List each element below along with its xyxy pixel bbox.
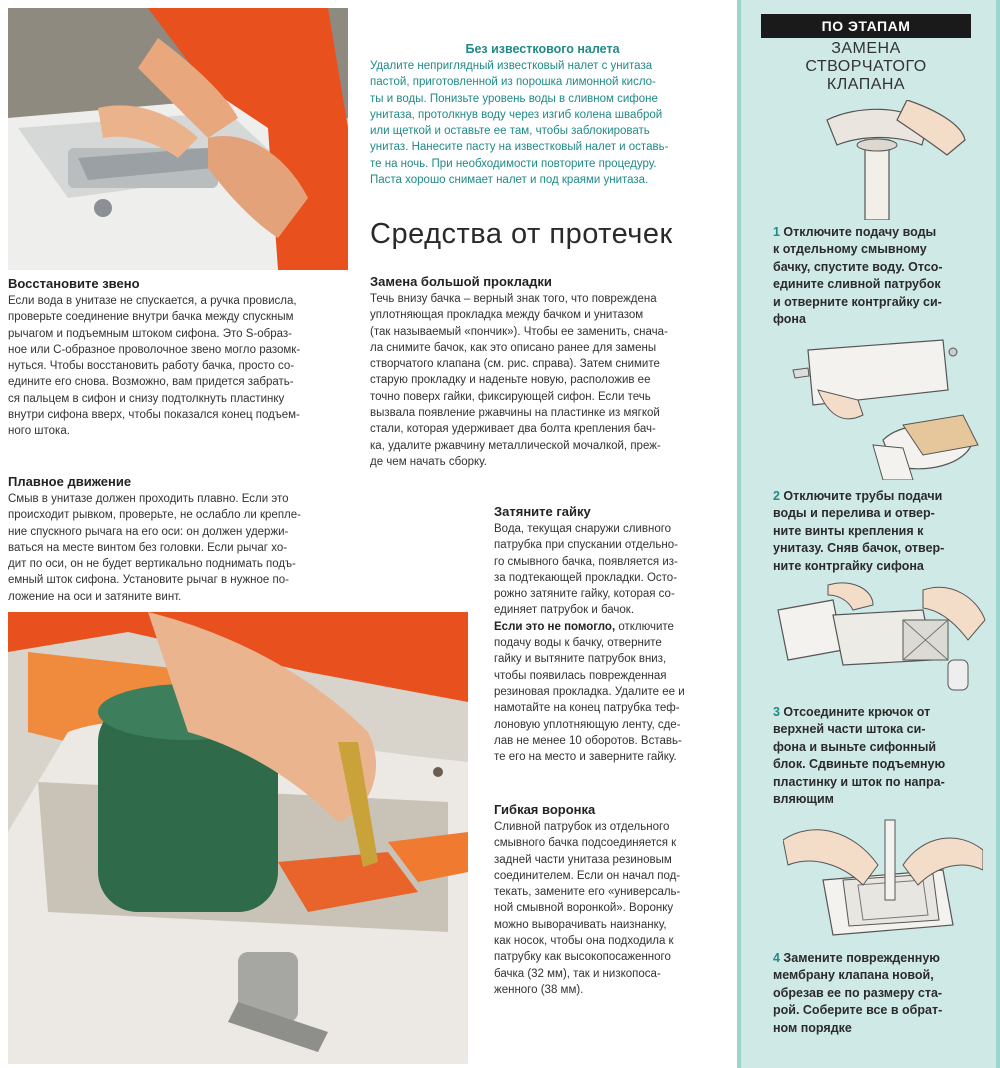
sidebar-tag: ПО ЭТАПАМ	[761, 14, 971, 38]
paragraph-restore-link: Если вода в унитазе не спускается, а ручка провисла, проверьте соединение внутри бачка между спускным рычагом и подъемным штоком сифона. Это S-образ- ное или С-образное проволочное звено могло разомк- нуться. Чтобы восстановить работу бачка, просто со- едините его снова. Возможно, вам придется забрать- ся пальцем в сифон и снизу подтолкнуть пластинку внутри сифона вверх, чтобы показался конец подъем- ного штока.	[8, 295, 301, 438]
heading-tighten-nut: Затяните гайку	[494, 504, 591, 519]
section-tighten-nut	[494, 504, 724, 765]
photo-bottom-tank-wrench	[8, 612, 468, 1064]
step-1: 1 Отключите подачу воды к отдельному смывному бачку, спустите воду. Отсо- едините сливной патрубок и отверните контргайку си- фона	[773, 225, 943, 327]
photo-top-hands-flush-lever	[8, 8, 348, 270]
paragraph-flexible-funnel: Сливной патрубок из отдельного смывного бачка подсоединяется к задней части унитаза резиновым соединителем. Если он начал под- текать, замените его «универсаль- ной смывной воронкой». Воронку можно выворачивать наизнанку, как носок, чтобы она подходила к патрубку как высокопосаженного бачка (32 мм), так и низкопоса- женного (38 мм).	[494, 821, 681, 996]
paragraph-replace-gasket: Течь внизу бачка – верный знак того, что повреждена уплотняющая прокладка между бачком и унитазом (так называемый «пончик»). Чтобы ее заменить, снача- ла снимите бачок, как это описано ранее для замены створчатого клапана (см. рис. справа). Затем снимите старую прокладку и наденьте новую, расположив ее точно поверх гайки, фиксирующей сифон. Если течь вызвала появление ржавчины на пластинке из мягкой стали, которая удерживает два болта крепления бач- ка, удалите ржавчину металлической мочалкой, преж- де чем начать сборку.	[370, 293, 668, 468]
illustration-step-2	[773, 330, 988, 480]
sidebar-left-stripe	[737, 0, 741, 1068]
illustration-step-3	[773, 580, 988, 700]
heading-smooth-motion: Плавное движение	[8, 474, 132, 489]
step-4: 4 Замените поврежденную мембрану клапана новой, обрезав ее по размеру ста- рой. Соберите все в обрат- ном порядке	[773, 951, 943, 1035]
bold-if-not-helped: Если это не помогло,	[494, 620, 616, 633]
left-section-restore-link	[8, 276, 348, 440]
paragraph-tighten-nut: Вода, текущая снаружи сливного патрубка при спускании отдельно- го смывного бачка, появляется из- за подтекающей прокладки. Осто- рожно затяните гайку, которая со- единяет патрубок и бачок. Если это не помогло, отключите подачу воды к бачку, отверните гайку и вытяните патрубок вниз, чтобы появилась поврежденная резиновая прокладка. Удалите ее и намотайте на конец патрубка теф- лоновую уплотняющую ленту, сде- лав не менее 10 оборотов. Вставь- те его на место и заверните гайку.	[494, 523, 685, 764]
sidebar-right-stripe	[996, 0, 1000, 1068]
heading-restore-link: Восстановите звено	[8, 276, 140, 291]
section-flexible-funnel	[494, 802, 724, 998]
tip-text: Удалите неприглядный известковый налет с унитаза пастой, приготовленной из порошка лимонной кисло- ты и воды. Понизьте уровень воды в сливном сифоне унитаза, протолкнув воду через изгиб колена шваброй или щеткой и оставьте ее там, чтобы заблокировать унитаз. Нанесите пасту на известковый налет и оставь- те на ночь. При необходимости повторите процедуру. Паста хорошо снимает налет и под краями унитаза.	[370, 60, 669, 187]
heading-replace-gasket: Замена большой прокладки	[370, 274, 552, 289]
page-title: Средства от протечек	[370, 218, 673, 250]
section-replace-gasket	[370, 274, 715, 470]
illustration-step-4	[783, 810, 983, 945]
heading-flexible-funnel: Гибкая воронка	[494, 802, 596, 817]
paragraph-smooth-motion: Смыв в унитазе должен проходить плавно. Если это происходит рывком, проверьте, не ослабло ли крепле- ние спускного рычага на его оси: он должен удержи- ваться на месте винтом без головки. Если рычаг хо- дит по оси, он не будет вертикально поднимать подъ- емный шток сифона. Установите рычаг в нужное по- ложение на оси и затяните винт.	[8, 493, 301, 603]
illustration-step-1	[797, 100, 967, 220]
tip-title: Без известкового налета	[465, 42, 620, 56]
step-2: 2 Отключите трубы подачи воды и перелива и отвер- ните винты крепления к унитазу. Сняв бачок, отвер- ните контргайку сифона	[773, 489, 945, 573]
left-section-smooth-motion	[8, 474, 348, 605]
step-3: 3 Отсоедините крючок от верхней части штока си- фона и выньте сифонный блок. Сдвиньте подъемную пластинку и шток по напра- вляющим	[773, 705, 946, 807]
tip-box-no-limescale	[370, 42, 715, 188]
sidebar-step-by-step	[737, 0, 1000, 1068]
sidebar-subtitle: ЗАМЕНА СТВОРЧАТОГО КЛАПАНА	[805, 40, 927, 93]
